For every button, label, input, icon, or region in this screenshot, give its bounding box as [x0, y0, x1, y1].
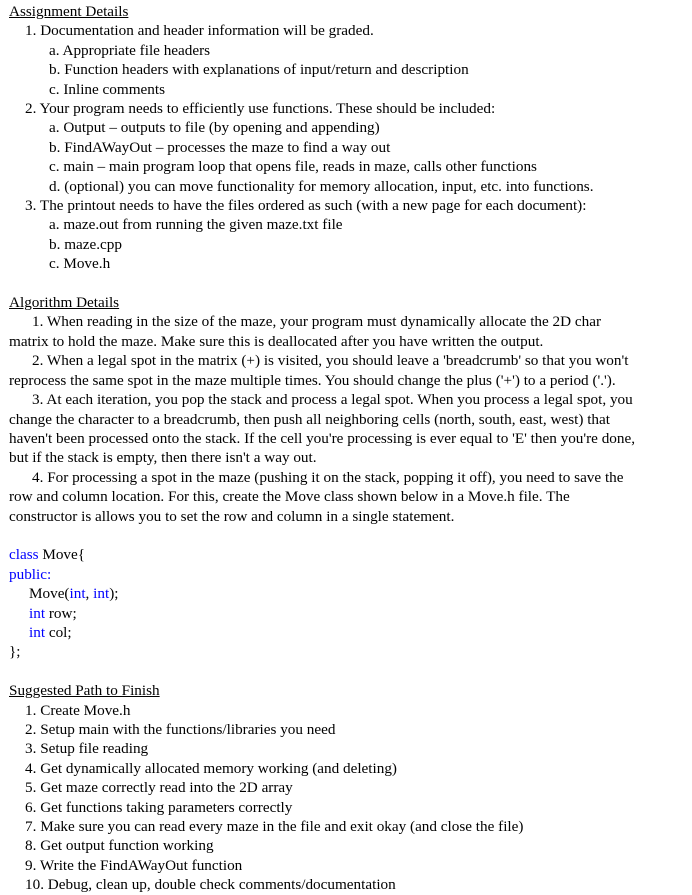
- suggested-step: 4. Get dynamically allocated memory working (and deleting): [25, 759, 397, 777]
- assignment-subitem: c. Inline comments: [49, 80, 165, 98]
- suggested-path-section: [9, 681, 692, 894]
- algorithm-details-section: [9, 293, 692, 526]
- suggested-step: 2. Setup main with the functions/libraries you need: [25, 720, 336, 738]
- paragraph-line: constructor is allows you to set the row and column in a single statement.: [9, 507, 455, 525]
- code-text: col;: [45, 623, 72, 641]
- algorithm-paragraph-3: [9, 390, 692, 468]
- code-text: row;: [45, 604, 77, 622]
- paragraph-line: but if the stack is empty, then there isn't a way out.: [9, 449, 317, 467]
- assignment-subitem: d. (optional) you can move functionality for memory allocation, input, etc. into functions.: [49, 177, 594, 195]
- paragraph-line: 4. For processing a spot in the maze (pushing it on the stack, popping it off), you need to save the: [32, 468, 624, 486]
- code-keyword: int: [93, 585, 110, 603]
- assignment-details-heading: Assignment Details: [9, 3, 129, 20]
- suggested-step: 7. Make sure you can read every maze in the file and exit okay (and close the file): [25, 818, 524, 836]
- paragraph-line: change the character to a breadcrumb, then push all neighboring cells (north, south, east, west) that: [9, 410, 610, 428]
- spacer: [9, 274, 692, 293]
- move-class-code-block: [9, 545, 692, 661]
- assignment-subitem: c. main – main program loop that opens file, reads in maze, calls other functions: [49, 158, 537, 176]
- suggested-step: 1. Create Move.h: [25, 701, 131, 719]
- paragraph-line: 2. When a legal spot in the matrix (+) is visited, you should leave a 'breadcrumb' so that you won't: [32, 352, 629, 370]
- assignment-subitem: a. Output – outputs to file (by opening and appending): [49, 119, 380, 137]
- code-text: ,: [85, 585, 94, 603]
- suggested-step: 9. Write the FindAWayOut function: [25, 856, 243, 874]
- assignment-item-1: 1. Documentation and header information will be graded.: [25, 22, 374, 40]
- code-keyword: int: [69, 585, 86, 603]
- assignment-subitem: b. FindAWayOut – processes the maze to find a way out: [49, 138, 391, 156]
- code-keyword: public:: [9, 565, 52, 583]
- code-line: };: [9, 643, 21, 661]
- assignment-subitem: b. Function headers with explanations of input/return and description: [49, 61, 469, 79]
- code-line: [9, 604, 692, 623]
- paragraph-line: reprocess the same spot in the maze multiple times. You should change the plus ('+') to a period ('.').: [9, 371, 616, 389]
- spacer: [9, 526, 692, 545]
- suggested-step: 6. Get functions taking parameters correctly: [25, 798, 293, 816]
- algorithm-paragraph-4: [9, 468, 692, 526]
- code-text: );: [109, 585, 119, 603]
- assignment-subitem: a. Appropriate file headers: [49, 41, 211, 59]
- assignment-subitem: a. maze.out from running the given maze.txt file: [49, 216, 343, 234]
- paragraph-line: matrix to hold the maze. Make sure this is deallocated after you have written the output.: [9, 332, 544, 350]
- assignment-item-3: 3. The printout needs to have the files ordered as such (with a new page for each document):: [25, 197, 587, 215]
- paragraph-line: 1. When reading in the size of the maze, your program must dynamically allocate the 2D char: [32, 313, 602, 331]
- suggested-step: 3. Setup file reading: [25, 740, 149, 758]
- paragraph-line: haven't been processed onto the stack. If the cell you're processing is ever equal to 'E' then you're done,: [9, 429, 636, 447]
- spacer: [9, 662, 692, 681]
- code-text: Move(: [29, 585, 70, 603]
- assignment-subitem: c. Move.h: [49, 255, 111, 273]
- suggested-step: 8. Get output function working: [25, 837, 214, 855]
- assignment-subitem: b. maze.cpp: [49, 235, 122, 253]
- algorithm-paragraph-2: [9, 351, 692, 390]
- suggested-path-heading: Suggested Path to Finish: [9, 682, 160, 700]
- code-keyword: int: [29, 623, 46, 641]
- paragraph-line: row and column location. For this, create the Move class shown below in a Move.h file. The: [9, 488, 570, 506]
- paragraph-line: 3. At each iteration, you pop the stack and process a legal spot. When you process a legal spot, you: [32, 391, 633, 409]
- code-line: [9, 623, 692, 642]
- code-keyword: int: [29, 604, 46, 622]
- code-keyword: class: [9, 546, 39, 564]
- code-text: Move{: [38, 546, 86, 564]
- code-line: [9, 545, 692, 564]
- assignment-item-2: 2. Your program needs to efficiently use functions. These should be included:: [25, 100, 496, 118]
- code-line: [9, 565, 692, 584]
- algorithm-paragraph-1: [9, 312, 692, 351]
- assignment-details-section: [9, 2, 692, 274]
- suggested-step: 10. Debug, clean up, double check comments/documentation: [25, 876, 396, 894]
- algorithm-details-heading: Algorithm Details: [9, 294, 120, 312]
- suggested-step: 5. Get maze correctly read into the 2D array: [25, 779, 293, 797]
- code-line: [9, 584, 692, 603]
